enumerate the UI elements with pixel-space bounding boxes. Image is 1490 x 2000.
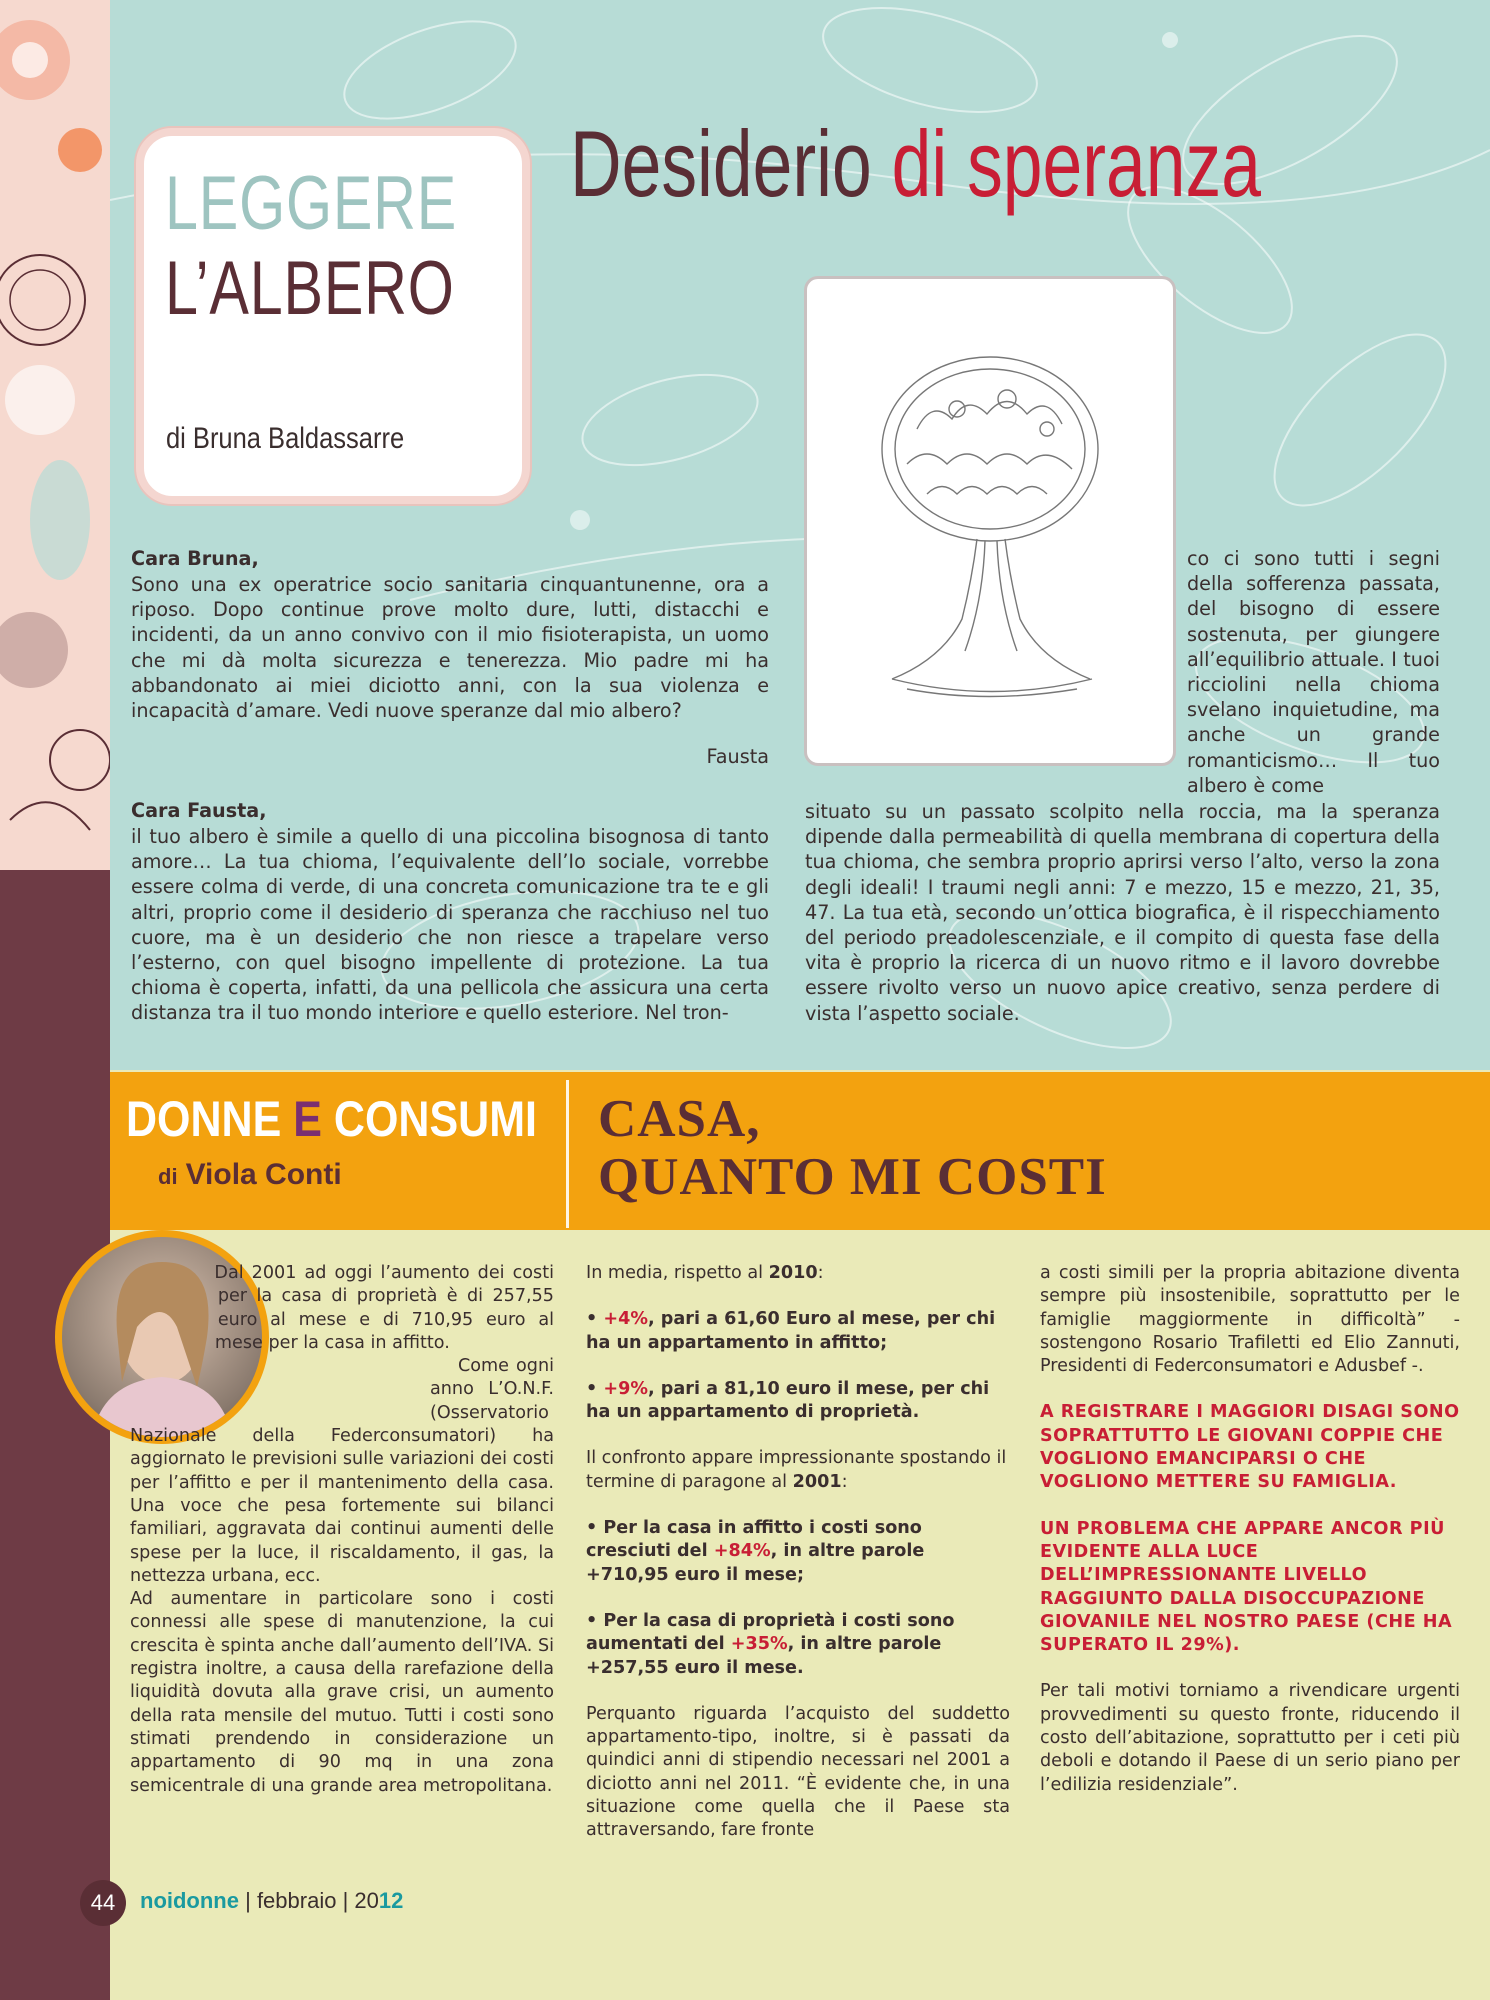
article-title (570, 110, 1261, 218)
article-headline (598, 1090, 1107, 1206)
col2-intro-text: In media, rispetto al (586, 1263, 764, 1283)
col1-paragraph-3: Ad aumentare in particolare sono i costi connessi alle spese di manutenzione, la cui crescita è spinta anche dall’aumento dell’IVA. Si registra inoltre, a causa della rarefazione della liquidità dovuta alla grave crisi, un aumento della rata mensile del mutuo. Tutti i costi sono stimati prendendo in considerazione un appartamento di 90 mq in una zona semicentrale di una grande area metropolitana. (130, 1589, 554, 1796)
col2-bullet-2-text: , pari a 81,10 euro il mese, per chi ha un appartamento di proprietà. (586, 1378, 990, 1423)
col3-highlight-1: A REGISTRARE I MAGGIORI DISAGI SONO SOPRATTUTTO LE GIOVANI COPPIE CHE VOGLIONO EMANCIPARSI O CHE VOGLIONO METTERE SU FAMIGLIA. (1040, 1402, 1460, 1493)
page-number: 44 (80, 1880, 126, 1926)
col1-paragraph-1: Dal 2001 ad oggi l’aumento dei costi per la casa di proprietà è di 257,55 euro al mese e di 710,95 euro al mese per la casa in affitto. (214, 1263, 554, 1353)
title-part-2: di speranza (891, 111, 1261, 216)
col2-compare-year: 2001 (792, 1471, 842, 1492)
article-column-3 (1040, 1262, 1460, 1820)
author-prefix: di (158, 1164, 178, 1189)
section-title-b: CONSUMI (333, 1091, 537, 1147)
letter-body: Sono una ex operatrice socio sanitaria cinquantunenne, ora a riposo. Dopo continue prove molto dure, lutti, distacchi e incidenti, da un anno convivo con il mio fisioterapista, un uomo che mi dà molta sicurezza e tenerezza. Mio padre mi ha abbandonato ai miei diciotto anni, con la sua violenza e incapacità d’amare. Vedi nuove speranze dal mio albero? (131, 573, 769, 723)
article-column-2 (586, 1262, 1010, 1866)
article-column-1 (130, 1262, 554, 1798)
col2-bullet-3-pct: +84% (713, 1541, 771, 1562)
page-footer: noidonne | febbraio | 2012 (140, 1888, 404, 1913)
section-title-e: E (293, 1091, 322, 1147)
issue-month: febbraio (256, 1888, 337, 1913)
band-divider (566, 1080, 569, 1228)
col2-intro-year: 2010 (768, 1263, 818, 1283)
tree-drawing-icon (807, 279, 1173, 763)
column-title-line-2: L’ALBERO (165, 246, 455, 331)
col2-intro (586, 1262, 1010, 1285)
reply-body-left: il tuo albero è simile a quello di una piccolina bisognosa di tanto amore… La tua chioma, l’equivalente dell’Io sociale, vorrebbe essere colma di verde, di una concreta comunicazione tra te e gli altri, proprio come il desiderio di speranza che racchiuso nel tuo cuore, ma è un desiderio che non riesce a trapelare verso l’esterno, con quel bisogno impellente di protezione. La tua chioma è coperta, infatti, da una pellicola che assicura una certa distanza tra il tuo mondo interiore e quello esteriore. Nel tron- (131, 825, 769, 1025)
col2-compare-text: Il confronto appare impressionante spostando il termine di paragone al (586, 1448, 1007, 1492)
col2-compare: Il confronto appare impressionante spostando il termine di paragone al 2001: (586, 1448, 1007, 1492)
col3-highlight-2: UN PROBLEMA CHE APPARE ANCOR PIÙ EVIDENTE ALLA LUCE DELL’IMPRESSIONANTE LIVELLO RAGGIUNTO DALLA DISOCCUPAZIONE GIOVANILE NEL NOSTRO PAESE (CHE HA SUPERATO IL 29%). (1040, 1518, 1453, 1656)
col2-bullet-4-pct: +35% (730, 1634, 788, 1655)
letter-greeting: Cara Bruna, (131, 547, 259, 570)
col2-bullet-1-text: , pari a 61,60 Euro al mese, per chi ha un appartamento in affitto; (586, 1309, 996, 1353)
issue-year-a: 20 (354, 1888, 379, 1913)
col2-bullet-1: • +4%, pari a 61,60 Euro al mese, per chi ha un appartamento in affitto; (586, 1309, 996, 1353)
floral-pattern-icon (0, 0, 110, 870)
col2-bullet-2: • +9%, pari a 81,10 euro il mese, per chi ha un appartamento di proprietà. (586, 1378, 990, 1423)
section-author (158, 1158, 342, 1192)
letter-signature: Fausta (706, 745, 769, 768)
issue-year-b: 12 (378, 1888, 404, 1913)
reply-body-right-bottom: situato su un passato scolpito nella roccia, ma la speranza dipende dalla permeabilità di quella membrana di copertura della tua chioma, che sembra proprio aprirsi verso l’alto, verso la zona degli ideali! I traumi negli anni: 7 e mezzo, 15 e mezzo, 21, 35, 47. La tua età, secondo un’ottica biografica, è il rispecchiamento del periodo preadolescenziale, e il compito di questa fase della vita è proprio la ricerca di un nuovo ritmo e il lavoro dovrebbe essere rivolto verso un nuovo apice creativo, senza perdere di vista l’aspetto sociale. (805, 800, 1440, 1025)
section-title (126, 1090, 537, 1148)
col2-bullet-4 (586, 1610, 1010, 1680)
col2-bullet-4-b: , in altre parole +257,55 euro il mese. (586, 1634, 942, 1678)
reply-body-right-top: co ci sono tutti i segni della sofferenza passata, del bisogno di essere sostenuta, per giungere all’equilibrio attuale. I tuoi ricciolini nella chioma svelano inquietudine, ma anche un grande romanticismo… Il tuo albero è come (1187, 547, 1440, 797)
col2-bullet-1-pct: +4% (603, 1309, 648, 1330)
section-side-band (0, 870, 110, 2000)
col2-bullet-3-a: • Per la casa in affitto i costi sono cresciuti del (586, 1518, 922, 1562)
reply-greeting: Cara Fausta, (131, 799, 267, 822)
col3-paragraph-2: Per tali motivi torniamo a rivendicare urgenti provvedimenti su questo fronte, riducendo il costo dell’abitazione, soprattutto per i ceti più deboli e dotando il Paese di un serio piano per l’edilizia residenziale”. (1040, 1681, 1460, 1795)
headline-line-2: QUANTO MI COSTI (598, 1148, 1107, 1206)
col2-bullet-3 (586, 1517, 1010, 1587)
col3-paragraph-1: a costi simili per la propria abitazione diventa sempre più insostenibile, soprattutto per le famiglie maggiormente in difficoltà” - sostengono Rosario Trafiletti ed Elio Zannuti, Presidenti di Federconsumatori e Adusbef -. (1040, 1263, 1460, 1377)
col2-intro-end: : (817, 1263, 824, 1283)
col1-paragraph-2: Come ogni anno L’O.N.F. (Osservatorio Nazionale della Federconsumatori) ha aggiornato le previsioni sulle variazioni dei costi per l’affitto e per il mantenimento della casa. Una voce che pesa fortemente sui bilanci familiari, aggravata dai continui aumenti delle spese per la luce, il riscaldamento, il gas, la nettezza urbana, ecc. (130, 1356, 554, 1586)
tree-drawing-card (804, 276, 1176, 766)
headline-line-1: CASA, (598, 1090, 761, 1148)
col2-bullet-2-pct: +9% (603, 1378, 648, 1399)
col2-bullet-4-a: • Per la casa di proprietà i costi sono aumentati del (586, 1610, 955, 1655)
section-title-a: DONNE (126, 1091, 282, 1147)
col2-bullet-3-b: , in altre parole +710,95 euro il mese; (586, 1541, 925, 1585)
col2-last-paragraph: Perquanto riguarda l’acquisto del suddetto appartamento-tipo, inoltre, si è passati da quindici anni di stipendio necessari nel 2001 a diciotto anni nel 2011. “È evidente che, in una situazione come quella che il Paese sta attraversando, fare fronte (586, 1703, 1010, 1841)
title-part-1: Desiderio (570, 111, 872, 216)
author-name: Viola Conti (185, 1158, 342, 1191)
column-author: di Bruna Baldassarre (166, 422, 405, 455)
magazine-name: noidonne (140, 1888, 239, 1913)
column-title-line-1: LEGGERE (165, 161, 458, 246)
